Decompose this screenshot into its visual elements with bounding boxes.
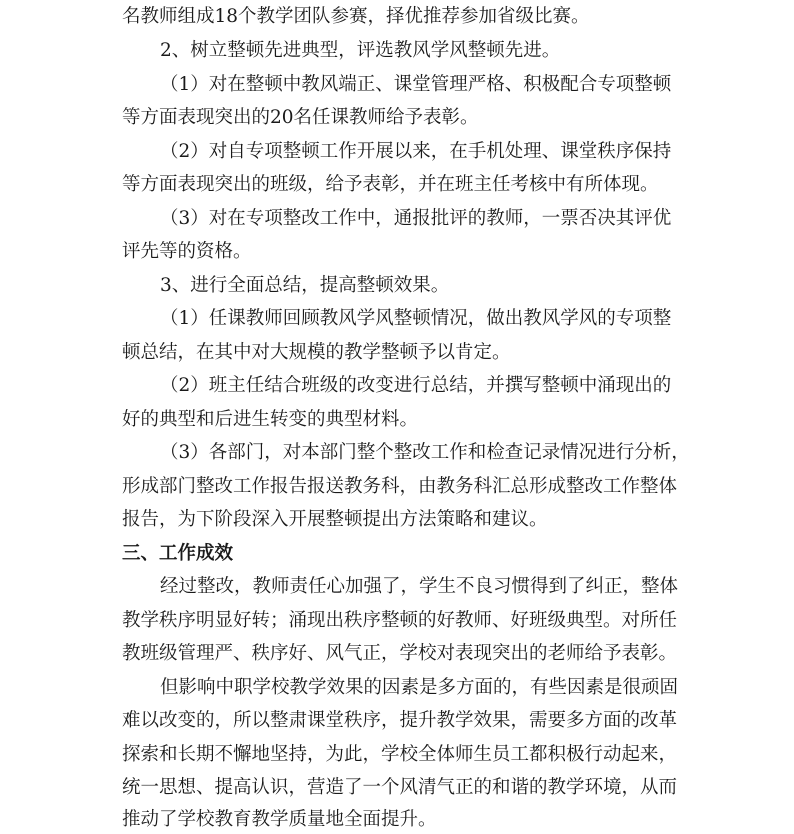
para1-line-b: 教学秩序明显好转；涌现出秩序整顿的好教师、好班级典型。对所任 [122, 610, 678, 631]
item2-3-line-a: （3）对在专项整改工作中，通报批评的教师，一票否决其评优 [160, 208, 672, 229]
item3-3-line-b: 形成部门整改工作报告报送教务科，由教务科汇总形成整改工作整体 [122, 476, 678, 497]
item3-1-line-a: （1）任课教师回顾教风学风整顿情况，做出教风学风的专项整 [160, 308, 672, 329]
item3-3-line-a: （3）各部门，对本部门整个整改工作和检查记录情况进行分析， [160, 442, 690, 463]
intro-tail-line: 名教师组成18个教学团队参赛，择优推荐参加省级比赛。 [122, 6, 590, 27]
item3-2-line-b: 好的典型和后进生转变的典型材料。 [122, 409, 419, 430]
item3-2-line-a: （2）班主任结合班级的改变进行总结，并撰写整顿中涌现出的 [160, 375, 672, 396]
item2-3-line-b: 评先等的资格。 [122, 241, 252, 262]
para2-line-a: 但影响中职学校教学效果的因素是多方面的，有些因素是很顽固 [160, 677, 679, 698]
para1-line-c: 教班级管理严、秩序好、风气正，学校对表现突出的老师给予表彰。 [122, 643, 678, 664]
section3-heading: 三、工作成效 [122, 543, 234, 564]
para2-line-d: 统一思想、提高认识，营造了一个风清气正的和谐的教学环境，从而 [122, 777, 678, 798]
para2-line-e: 推动了学校教育教学质量地全面提升。 [122, 809, 437, 830]
para2-line-b: 难以改变的，所以整肃课堂秩序，提升教学效果，需要多方面的改革 [122, 710, 678, 731]
item2-2-line-b: 等方面表现突出的班级，给予表彰，并在班主任考核中有所体现。 [122, 174, 659, 195]
item2-2-line-a: （2）对自专项整顿工作开展以来，在手机处理、课堂秩序保持 [160, 141, 672, 162]
item3-title: 3、进行全面总结，提高整顿效果。 [160, 275, 450, 296]
item2-1-line-b: 等方面表现突出的20名任课教师给予表彰。 [122, 107, 479, 128]
item3-3-line-c: 报告，为下阶段深入开展整顿提出方法策略和建议。 [122, 509, 548, 530]
para2-line-c: 探索和长期不懈地坚持，为此，学校全体师生员工都积极行动起来， [122, 744, 678, 765]
item3-1-line-b: 顿总结，在其中对大规模的教学整顿予以肯定。 [122, 342, 511, 363]
item2-1-line-a: （1）对在整顿中教风端正、课堂管理严格、积极配合专项整顿 [160, 74, 672, 95]
para1-line-a: 经过整改，教师责任心加强了，学生不良习惯得到了纠正，整体 [160, 576, 679, 597]
item2-title: 2、树立整顿先进典型，评选教风学风整顿先进。 [160, 40, 561, 61]
